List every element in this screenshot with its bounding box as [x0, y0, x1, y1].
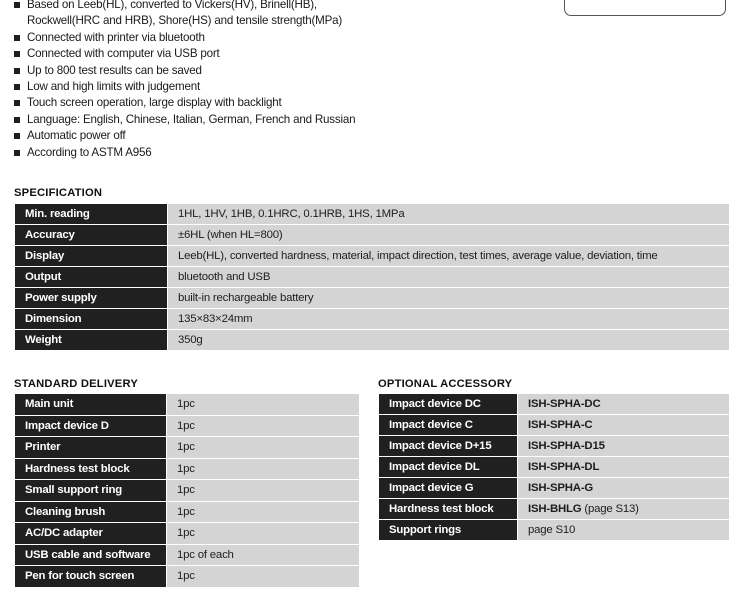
square-bullet-icon: [14, 35, 20, 41]
accessory-label: Impact device G: [379, 478, 518, 499]
table-row: [379, 478, 730, 499]
accessory-note: page S10: [528, 524, 576, 536]
feature-item: [14, 63, 355, 79]
accessory-code: [518, 436, 730, 457]
square-bullet-icon: [14, 84, 20, 90]
accessory-label: Impact device DC: [379, 394, 518, 415]
table-row: [379, 520, 730, 541]
accessory-code: [518, 520, 730, 541]
delivery-item-label: Hardness test block: [15, 458, 167, 480]
spec-value: 350g: [168, 330, 730, 351]
spec-value: ±6HL (when HL=800): [168, 225, 730, 246]
table-row: [379, 499, 730, 520]
square-bullet-icon: [14, 100, 20, 106]
delivery-item-label: Pen for touch screen: [15, 566, 167, 588]
square-bullet-icon: [14, 68, 20, 74]
feature-text: Up to 800 test results can be saved: [27, 63, 202, 77]
standard-delivery-title: STANDARD DELIVERY: [14, 378, 138, 390]
square-bullet-icon: [14, 150, 20, 156]
table-row: [379, 394, 730, 415]
table-row: [15, 225, 730, 246]
feature-text: Connected with computer via USB port: [27, 47, 220, 61]
accessory-code-text: ISH-SPHA-D15: [528, 440, 605, 452]
accessory-code: [518, 457, 730, 478]
optional-accessory-table: [378, 393, 730, 541]
delivery-item-label: Cleaning brush: [15, 501, 167, 523]
delivery-item-qty: 1pc: [167, 458, 360, 480]
feature-item: [14, 46, 355, 62]
accessory-label: Impact device D+15: [379, 436, 518, 457]
table-row: [15, 204, 730, 225]
feature-item: [14, 30, 355, 46]
accessory-code: [518, 415, 730, 436]
accessory-label: Hardness test block: [379, 499, 518, 520]
delivery-item-label: Main unit: [15, 394, 167, 416]
feature-text: Low and high limits with judgement: [27, 80, 200, 94]
table-row: [15, 267, 730, 288]
delivery-item-qty: 1pc: [167, 415, 360, 437]
accessory-code-text: ISH-BHLG: [528, 503, 582, 515]
spec-value: built-in rechargeable battery: [168, 288, 730, 309]
delivery-item-qty: 1pc: [167, 501, 360, 523]
spec-label: Min. reading: [15, 204, 168, 225]
spec-label: Display: [15, 246, 168, 267]
spec-label: Power supply: [15, 288, 168, 309]
table-row: [379, 436, 730, 457]
delivery-item-label: AC/DC adapter: [15, 523, 167, 545]
standard-delivery-table: [14, 393, 360, 588]
accessory-code-text: ISH-SPHA-G: [528, 482, 594, 494]
spec-value: 135×83×24mm: [168, 309, 730, 330]
feature-item: [14, 13, 355, 29]
table-row: [15, 566, 360, 588]
table-row: [15, 309, 730, 330]
feature-item: [14, 79, 355, 95]
table-row: [15, 458, 360, 480]
delivery-item-label: Impact device D: [15, 415, 167, 437]
spec-value: 1HL, 1HV, 1HB, 0.1HRC, 0.1HRB, 1HS, 1MPa: [168, 204, 730, 225]
specification-table: [14, 203, 730, 351]
top-right-frame: [564, 0, 726, 16]
feature-item: [14, 0, 355, 13]
accessory-label: Support rings: [379, 520, 518, 541]
feature-text: Automatic power off: [27, 129, 126, 143]
accessory-code: [518, 478, 730, 499]
table-row: [15, 288, 730, 309]
accessory-code-text: ISH-SPHA-DC: [528, 398, 601, 410]
delivery-item-qty: 1pc: [167, 480, 360, 502]
delivery-item-qty: 1pc: [167, 394, 360, 416]
feature-item: [14, 128, 355, 144]
feature-text: Touch screen operation, large display with backlight: [27, 96, 282, 110]
delivery-item-qty: 1pc: [167, 523, 360, 545]
accessory-note: (page S13): [581, 503, 639, 515]
feature-text: Based on Leeb(HL), converted to Vickers(HV), Brinell(HB),: [27, 0, 317, 11]
square-bullet-icon: [14, 117, 20, 123]
spec-value: Leeb(HL), converted hardness, material, impact direction, test times, average value, deviation, time: [168, 246, 730, 267]
spec-label: Accuracy: [15, 225, 168, 246]
table-row: [15, 523, 360, 545]
table-row: [379, 415, 730, 436]
specification-title: SPECIFICATION: [14, 187, 103, 199]
accessory-label: Impact device DL: [379, 457, 518, 478]
table-row: [15, 501, 360, 523]
accessory-code-text: ISH-SPHA-DL: [528, 461, 600, 473]
square-bullet-icon: [14, 51, 20, 57]
feature-list: [14, 0, 355, 161]
feature-item: [14, 112, 355, 128]
table-row: [15, 437, 360, 459]
spec-value: bluetooth and USB: [168, 267, 730, 288]
accessory-code: [518, 499, 730, 520]
delivery-item-label: Small support ring: [15, 480, 167, 502]
spec-label: Output: [15, 267, 168, 288]
feature-text: According to ASTM A956: [27, 145, 152, 159]
delivery-item-label: USB cable and software: [15, 544, 167, 566]
delivery-item-qty: 1pc: [167, 566, 360, 588]
table-row: [379, 457, 730, 478]
table-row: [15, 330, 730, 351]
delivery-item-qty: 1pc of each: [167, 544, 360, 566]
table-row: [15, 246, 730, 267]
feature-text: Language: English, Chinese, Italian, German, French and Russian: [27, 112, 356, 126]
accessory-code-text: ISH-SPHA-C: [528, 419, 593, 431]
optional-accessory-title: OPTIONAL ACCESSORY: [378, 378, 513, 390]
table-row: [15, 415, 360, 437]
spec-label: Dimension: [15, 309, 168, 330]
table-row: [15, 480, 360, 502]
square-bullet-icon: [14, 2, 20, 8]
accessory-code: [518, 394, 730, 415]
delivery-item-label: Printer: [15, 437, 167, 459]
feature-item: [14, 95, 355, 111]
feature-item: [14, 145, 355, 161]
table-row: [15, 394, 360, 416]
delivery-item-qty: 1pc: [167, 437, 360, 459]
feature-text: Connected with printer via bluetooth: [27, 30, 205, 44]
table-row: [15, 544, 360, 566]
accessory-label: Impact device C: [379, 415, 518, 436]
square-bullet-icon: [14, 133, 20, 139]
feature-text: Rockwell(HRC and HRB), Shore(HS) and tensile strength(MPa): [27, 14, 343, 28]
spec-label: Weight: [15, 330, 168, 351]
